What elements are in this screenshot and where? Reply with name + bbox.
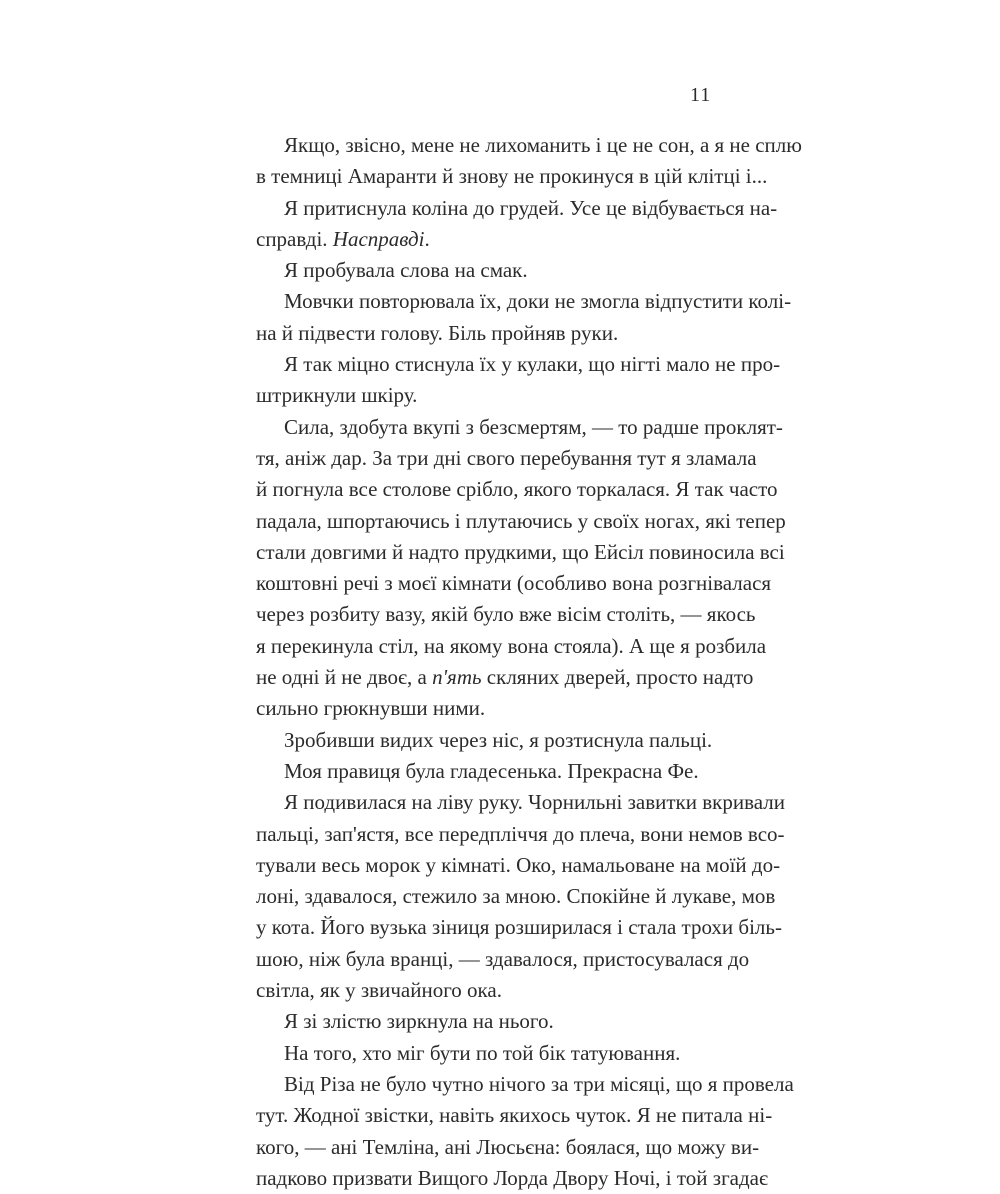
text-line: світла, як у звичайного ока.: [256, 978, 502, 1003]
text-line: на й підвести голову. Біль пройняв руки.: [256, 320, 619, 345]
text-line: лоні, здавалося, стежило за мною. Спокійне й лукаве, мов: [256, 884, 776, 909]
text-line: падала, шпортаючись і плутаючись у своїх ногах, які тепер: [256, 508, 786, 533]
text-line: [256, 224, 720, 255]
text-line: штрикнули шкіру.: [256, 383, 418, 408]
text-line: Я пробувала слова на смак.: [284, 258, 528, 283]
text-line: Моя правиця була гладесенька. Прекрасна Фе.: [284, 758, 699, 783]
text-line: через розбиту вазу, якій було вже вісім століть, — якось: [256, 602, 756, 627]
text-run: .: [424, 226, 430, 251]
page-number: 11: [690, 84, 712, 106]
text-line: Я зі злістю зиркнула на нього.: [284, 1009, 554, 1034]
text-line: пальці, зап'ястя, все передпліччя до плеча, вони немов всо-: [256, 821, 785, 846]
text-line: [256, 662, 754, 693]
text-line: падково призвати Вищого Лорда Двору Ночі, і той згадає: [256, 1165, 769, 1190]
text-line: Я так міцно стиснула їх у кулаки, що нігті мало не про-: [284, 352, 781, 377]
text-line: коштовні речі з моєї кімнати (особливо вона розгнівалася: [256, 571, 772, 596]
text-line: у кота. Його вузька зіниця розширилася і стала трохи біль-: [256, 915, 782, 940]
text-line: На того, хто міг бути по той бік татуювання.: [284, 1040, 681, 1065]
text-line: Зробивши видих через ніс, я розтиснула пальці.: [284, 727, 713, 752]
text-line: Сила, здобута вкупі з безсмертям, — то радше проклят-: [284, 414, 783, 439]
text-line: тя, аніж дар. За три дні свого перебування тут я зламала: [256, 445, 757, 470]
text-line: Якщо, звісно, мене не лихоманить і це не сон, а я не сплю: [284, 133, 802, 157]
body-text: [256, 130, 802, 1194]
text-line: тут. Жодної звістки, навіть якихось чуток. Я не питала ні-: [256, 1103, 773, 1128]
text-run: справді.: [256, 226, 333, 251]
text-line: Мовчки повторювала їх, доки не змогла відпустити колі-: [284, 289, 792, 314]
text-line: й погнула все столове срібло, якого торкалася. Я так часто: [256, 477, 778, 502]
emphasis-text: п'ять: [432, 665, 482, 690]
text-run: скляних дверей, просто надто: [481, 665, 754, 690]
emphasis-text: Насправді: [332, 226, 425, 251]
text-line: шою, ніж була вранці, — здавалося, пристосувалася до: [256, 946, 750, 971]
text-line: стали довгими й надто прудкими, що Ейсіл повиносила всі: [256, 539, 785, 564]
text-line: Від Різа не було чутно нічого за три місяці, що я провела: [284, 1071, 794, 1096]
text-line: Я подивилася на ліву руку. Чорнильні завитки вкривали: [284, 790, 785, 815]
text-line: Я притиснула коліна до грудей. Усе це відбувається на-: [284, 195, 778, 220]
text-line: кого, — ані Темліна, ані Люсьєна: боялася, що можу ви-: [256, 1134, 760, 1159]
text-line: я перекинула стіл, на якому вона стояла). А ще я розбила: [256, 633, 767, 658]
text-line: в темниці Амаранти й знову не прокинуся в цій клітці і...: [256, 164, 768, 189]
text-run: не одні й не двоє, а: [256, 665, 433, 690]
text-line: тували весь морок у кімнаті. Око, намальоване на моїй до-: [256, 852, 781, 877]
text-line: сильно грюкнувши ними.: [256, 696, 486, 721]
